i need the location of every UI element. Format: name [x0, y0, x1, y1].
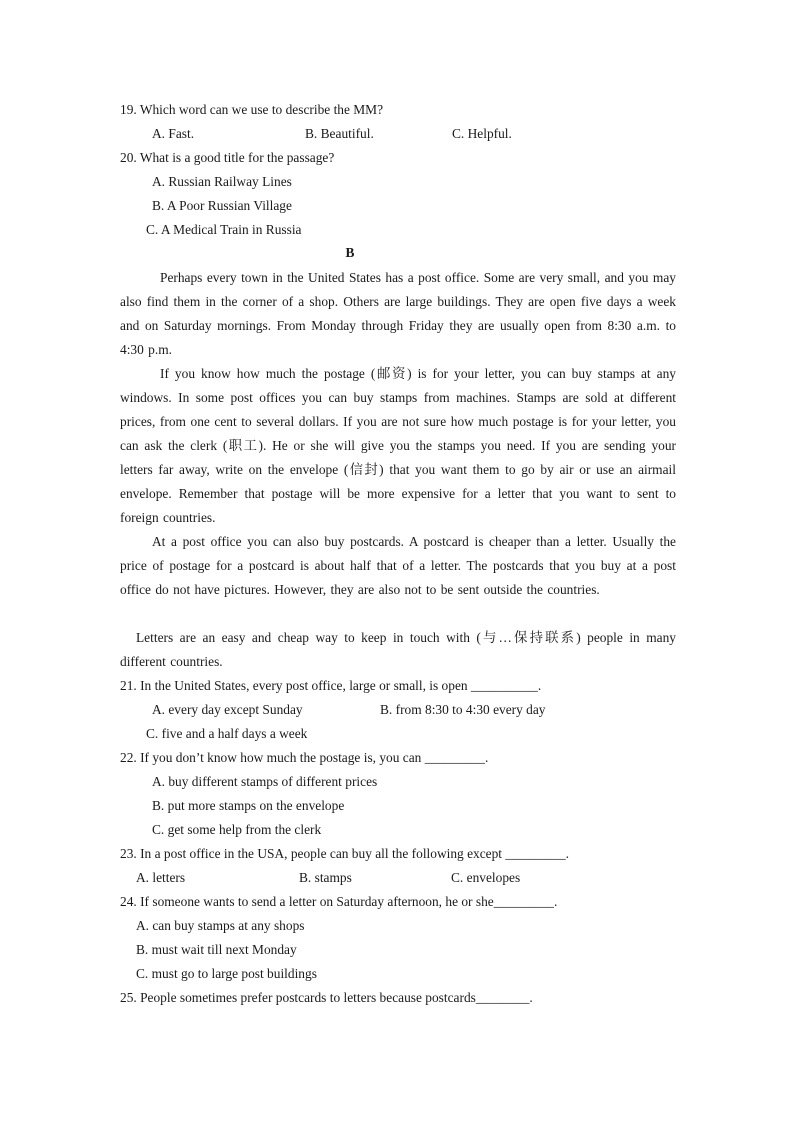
passage-paragraph-2: If you know how much the postage (邮资) is for your letter, you can buy stamps at any windows. In some post offices you can buy stamps from machines. Stamps are sold at different prices, from one cent to several dollars. If you are not sure how much postage is for your letter, you can ask the clerk (职工). He or she will give you the stamps you need. If you are sending your letters far away, write on the envelope (信封) that you want them to go by air or use an airmail envelope. Remember that postage will be more expensive for a letter that you want to sent to foreign countries. [120, 366, 676, 525]
question-20-option-c: C. A Medical Train in Russia [146, 222, 302, 237]
question-22-option-a: A. buy different stamps of different prices [152, 774, 378, 789]
question-19-stem: 19. Which word can we use to describe the MM? [120, 102, 384, 117]
passage-paragraph-1: Perhaps every town in the United States has a post office. Some are very small, and you may also find them in the corner of a shop. Others are large buildings. They are open five days a week and on Saturday mornings. From Monday through Friday they are usually open from 8:30 a.m. to 4:30 p.m. [120, 270, 676, 357]
question-22-option-b: B. put more stamps on the envelope [152, 798, 345, 813]
question-19-option-b: B. Beautiful. [305, 126, 374, 141]
section-b-heading: B [345, 245, 355, 260]
question-23-option-c: C. envelopes [451, 870, 521, 885]
question-22-stem: 22. If you don’t know how much the postage is, you can _________. [120, 750, 489, 765]
question-25-stem: 25. People sometimes prefer postcards to letters because postcards________. [120, 990, 533, 1005]
question-21-option-b: B. from 8:30 to 4:30 every day [380, 702, 546, 717]
passage-paragraph-4: Letters are an easy and cheap way to keep in touch with (与…保持联系) people in many different countries. [120, 630, 676, 669]
question-23-option-b: B. stamps [299, 870, 352, 885]
question-20-option-b: B. A Poor Russian Village [152, 198, 292, 213]
question-21-option-c: C. five and a half days a week [146, 726, 308, 741]
question-19-option-c: C. Helpful. [452, 126, 512, 141]
question-21-stem: 21. In the United States, every post office, large or small, is open __________. [120, 678, 542, 693]
question-24-option-a: A. can buy stamps at any shops [136, 918, 305, 933]
passage-paragraph-3: At a post office you can also buy postcards. A postcard is cheaper than a letter. Usually the price of postage for a postcard is about half that of a letter. The postcards that you buy at a post office do not have pictures. However, they are also not to be sent outside the countries. [120, 534, 676, 597]
question-24-option-b: B. must wait till next Monday [136, 942, 297, 957]
question-23-option-a: A. letters [136, 870, 186, 885]
question-24-stem: 24. If someone wants to send a letter on Saturday afternoon, he or she_________. [120, 894, 558, 909]
question-19-option-a: A. Fast. [152, 126, 195, 141]
question-24-option-c: C. must go to large post buildings [136, 966, 317, 981]
question-20-option-a: A. Russian Railway Lines [152, 174, 292, 189]
question-20-stem: 20. What is a good title for the passage? [120, 150, 335, 165]
question-22-option-c: C. get some help from the clerk [152, 822, 322, 837]
question-21-option-a: A. every day except Sunday [152, 702, 303, 717]
question-23-stem: 23. In a post office in the USA, people can buy all the following except _________. [120, 846, 569, 861]
